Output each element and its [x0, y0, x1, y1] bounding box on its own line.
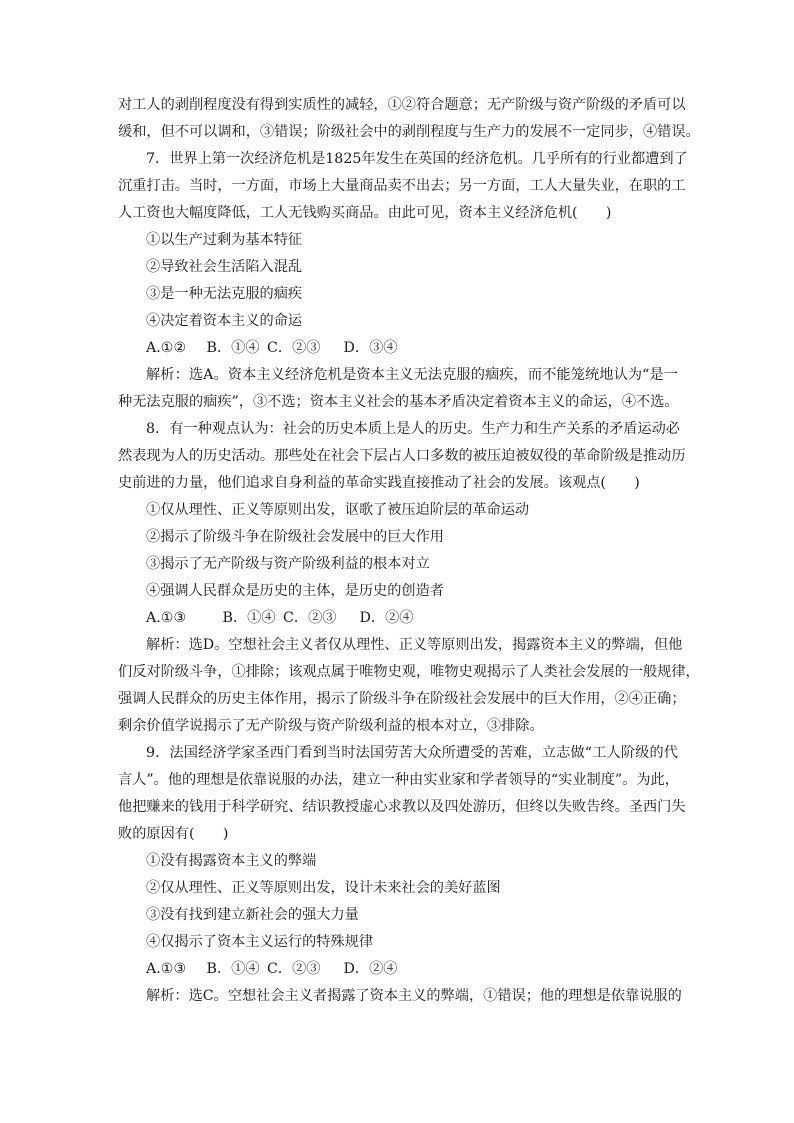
option-a: A.①③ — [146, 961, 187, 977]
question-8-analysis: 强调人民群众的历史主体作用，揭示了阶级斗争在阶级社会发展中的巨大作用，②④正确； — [118, 691, 686, 707]
question-8-stem: 史前进的力量，他们追求自身利益的革命实践直接推动了社会的发展。该观点( ) — [118, 475, 640, 491]
question-8-analysis: 解析：选D。空想社会主义者仅从理性、正义等原则出发，揭露资本主义的弊端，但他 — [146, 637, 683, 653]
option-d: D．②④ — [359, 610, 414, 626]
question-9-stem: 他把赚来的钱用于科学研究、结识教授虚心求教以及四处游历，但终以失败告终。圣西门失 — [118, 799, 686, 815]
option-d: D．③④ — [343, 340, 398, 356]
question-7-analysis: 解析：选A。资本主义经济危机是资本主义无法克服的痼疾，而不能笼统地认为“是一 — [146, 367, 678, 383]
question-7-stem: 沉重打击。当时，一方面，市场上大量商品卖不出去；另一方面，工人大量失业，在职的工 — [118, 178, 686, 194]
question-7-item: ①以生产过剩为基本特征 — [146, 232, 303, 248]
option-c: C．②③ — [283, 610, 337, 626]
question-7-stem: 人工资也大幅度降低，工人无钱购买商品。由此可见，资本主义经济危机( ) — [118, 205, 612, 221]
option-b: B．①④ — [206, 340, 260, 356]
question-7-item: ④决定着资本主义的命运 — [146, 313, 303, 329]
question-8-stem: 8．有一种观点认为：社会的历史本质上是人的历史。生产力和生产关系的矛盾运动必 — [146, 421, 680, 437]
option-c: C．②③ — [267, 961, 321, 977]
question-7-stem: 7．世界上第一次经济危机是1825年发生在英国的经济危机。几乎所有的行业都遭到了 — [146, 151, 688, 167]
question-8-analysis: 剩余价值学说揭示了无产阶级与资产阶级利益的根本对立，③排除。 — [118, 718, 544, 734]
question-9-stem: 败的原因有( ) — [118, 826, 229, 842]
question-9-item: ④仅揭示了资本主义运行的特殊规律 — [146, 934, 374, 950]
question-8-item: ④强调人民群众是历史的主体，是历史的创造者 — [146, 583, 444, 599]
question-7-item: ③是一种无法克服的痼疾 — [146, 286, 303, 302]
question-9-options — [118, 956, 678, 983]
question-7-options — [118, 335, 678, 362]
question-8-item: ①仅从理性、正义等原则出发，讴歌了被压迫阶层的革命运动 — [146, 502, 530, 518]
question-9-item: ③没有找到建立新社会的强大力量 — [146, 907, 359, 923]
question-9-item: ②仅从理性、正义等原则出发，设计未来社会的美好蓝图 — [146, 880, 501, 896]
question-8-options — [118, 605, 678, 632]
intro-line: 缓和，但不可以调和，③错误；阶级社会中的剥削程度与生产力的发展不一定同步，④错误。 — [118, 124, 700, 140]
option-b: B．①④ — [222, 610, 276, 626]
question-9-stem: 言人”。他的理想是依靠说服的办法，建立一种由实业家和学者领导的“实业制度”。为此， — [118, 772, 679, 788]
option-d: D．②④ — [343, 961, 398, 977]
question-7-analysis: 种无法克服的痼疾”，③不选；资本主义社会的基本矛盾决定着资本主义的命运，④不选。 — [118, 394, 679, 410]
question-8-stem: 然表现为人的历史活动。那些处在社会下层占人口多数的被压迫被奴役的革命阶级是推动历 — [118, 448, 686, 464]
option-a: A.①③ — [146, 610, 187, 626]
question-9-item: ①没有揭露资本主义的弊端 — [146, 853, 317, 869]
option-a: A.①② — [146, 340, 187, 356]
question-8-item: ②揭示了阶级斗争在阶级社会发展中的巨大作用 — [146, 529, 444, 545]
question-9-analysis: 解析：选C。空想社会主义者揭露了资本主义的弊端，①错误；他的理想是依靠说服的 — [146, 988, 682, 1004]
question-7-item: ②导致社会生活陷入混乱 — [146, 259, 303, 275]
question-8-analysis: 们反对阶级斗争，①排除；该观点属于唯物史观，唯物史观揭示了人类社会发展的一般规律， — [118, 664, 700, 680]
option-b: B．①④ — [206, 961, 260, 977]
intro-line: 对工人的剥削程度没有得到实质性的减轻，①②符合题意；无产阶级与资产阶级的矛盾可以 — [118, 97, 686, 113]
question-9-stem: 9．法国经济学家圣西门看到当时法国劳苦大众所遭受的苦难，立志做“工人阶级的代 — [146, 745, 678, 761]
document-body — [118, 92, 700, 1010]
question-8-item: ③揭示了无产阶级与资产阶级利益的根本对立 — [146, 556, 430, 572]
option-c: C．②③ — [267, 340, 321, 356]
